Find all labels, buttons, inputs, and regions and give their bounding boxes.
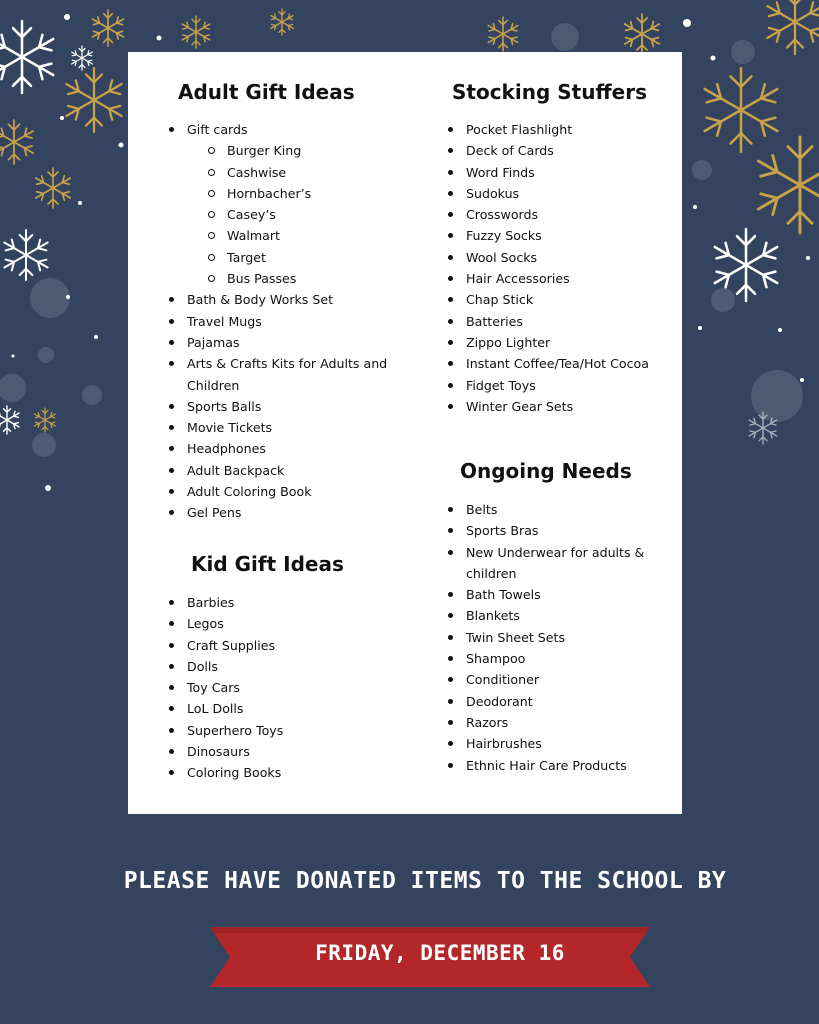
list-item: Conditioner [446,669,676,690]
adult-gift-ideas-heading: Adult Gift Ideas [178,80,355,104]
list-item: Adult Backpack [167,460,407,481]
list-item: Razors [446,712,676,733]
list-item: Belts [446,499,676,520]
deadline-date: FRIDAY, DECEMBER 16 [315,941,565,965]
list-item: Sports Bras [446,520,676,541]
list-item: Hornbacher’s [167,183,407,204]
list-item: Fuzzy Socks [446,225,676,246]
list-item: Crosswords [446,204,676,225]
list-item: Dolls [167,656,407,677]
list-item-continuation: Children [187,377,240,393]
list-item: Gift cards [167,119,407,140]
list-item: Gel Pens [167,502,407,523]
list-item: Craft Supplies [167,635,407,656]
list-item: Ethnic Hair Care Products [446,755,676,776]
list-item: Winter Gear Sets [446,396,676,417]
list-item: LoL Dolls [167,698,407,719]
list-item: Sudokus [446,183,676,204]
list-item: Headphones [167,438,407,459]
list-item: Wool Socks [446,247,676,268]
list-item: Fidget Toys [446,375,676,396]
list-item: Dinosaurs [167,741,407,762]
list-item: Deodorant [446,691,676,712]
list-item: Casey’s [167,204,407,225]
list-item: Blankets [446,605,676,626]
list-item: Barbies [167,592,407,613]
ongoing-needs-heading: Ongoing Needs [460,459,632,483]
kid-gift-ideas-list [167,592,407,784]
list-item: Zippo Lighter [446,332,676,353]
list-item: Pajamas [167,332,407,353]
list-item: Target [167,247,407,268]
donation-instruction: PLEASE HAVE DONATED ITEMS TO THE SCHOOL BY [123,868,727,894]
list-item-continuation: children [466,565,517,581]
gift-list-panel [128,52,682,814]
list-item: Bus Passes [167,268,407,289]
stocking-stuffers-heading: Stocking Stuffers [452,80,647,104]
list-item: Bath & Body Works Set [167,289,407,310]
list-item: Deck of Cards [446,140,676,161]
list-item: Shampoo [446,648,676,669]
list-item: Walmart [167,225,407,246]
list-item: Burger King [167,140,407,161]
list-item: Hairbrushes [446,733,676,754]
list-item: Movie Tickets [167,417,407,438]
list-item: Superhero Toys [167,720,407,741]
ongoing-needs-list [446,499,676,776]
adult-gift-ideas-list [167,119,407,524]
stocking-stuffers-list [446,119,676,417]
list-item: Legos [167,613,407,634]
list-item: Bath Towels [446,584,676,605]
list-item: Twin Sheet Sets [446,627,676,648]
list-item: Arts & Crafts Kits for Adults and [167,353,407,374]
list-item: Sports Balls [167,396,407,417]
list-item: Pocket Flashlight [446,119,676,140]
list-item: Coloring Books [167,762,407,783]
list-item: New Underwear for adults & [446,542,676,563]
list-item: Batteries [446,311,676,332]
list-item: Instant Coffee/Tea/Hot Cocoa [446,353,676,374]
list-item: Chap Stick [446,289,676,310]
list-item: Cashwise [167,162,407,183]
list-item: Adult Coloring Book [167,481,407,502]
list-item: Toy Cars [167,677,407,698]
list-item: Travel Mugs [167,311,407,332]
list-item: Hair Accessories [446,268,676,289]
list-item: Word Finds [446,162,676,183]
kid-gift-ideas-heading: Kid Gift Ideas [191,552,344,576]
